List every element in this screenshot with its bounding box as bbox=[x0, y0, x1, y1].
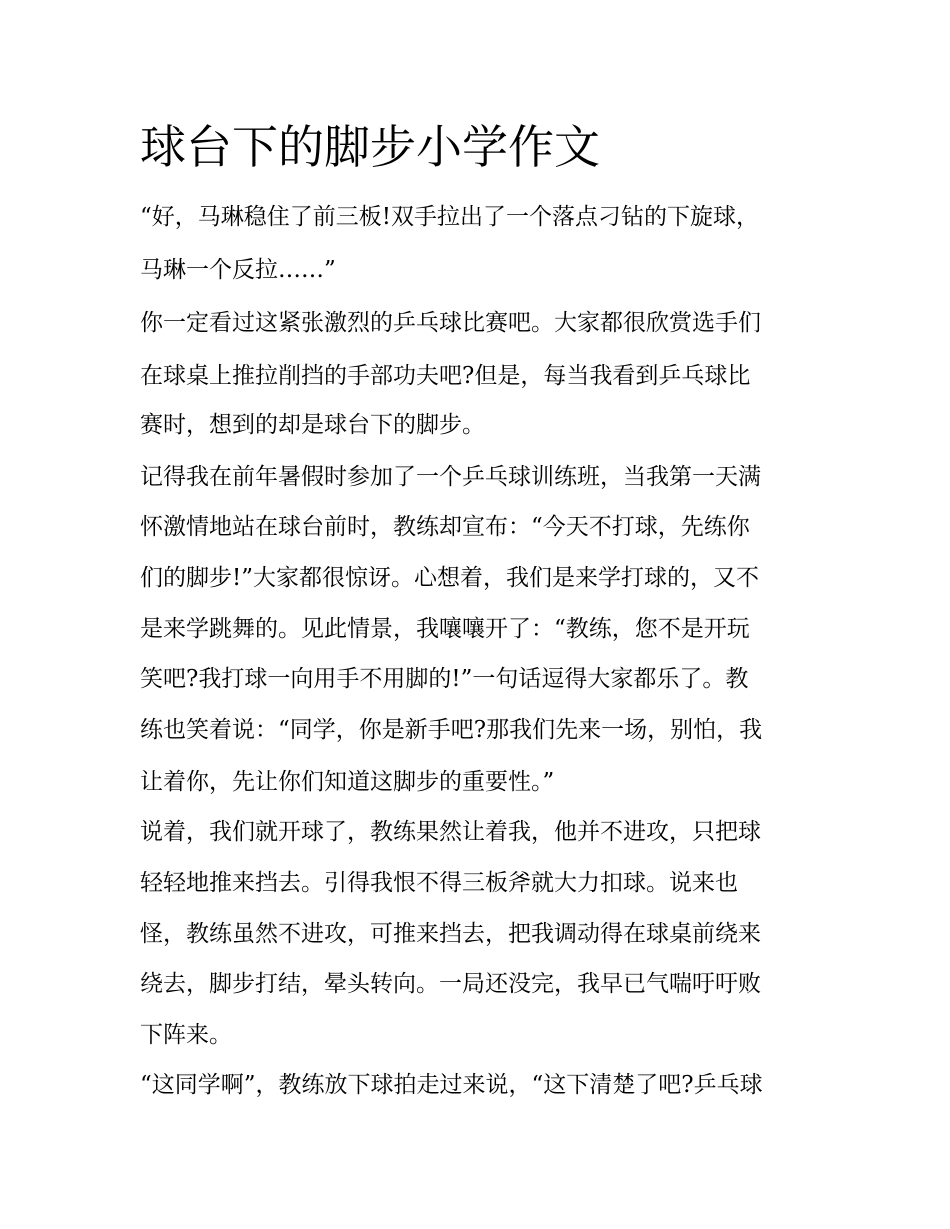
text-line: 赛时，想到的却是球台下的脚步。 bbox=[140, 412, 485, 438]
text-line: 让着你，先让你们知道这脚步的重要性。” bbox=[140, 769, 555, 795]
text-line: 你一定看过这紧张激烈的乒乓球比赛吧。大家都很欣赏选手们 bbox=[140, 310, 761, 336]
text-line: “好，马琳稳住了前三板!双手拉出了一个落点刁钻的下旋球， bbox=[140, 204, 760, 230]
text-line: 轻轻地推来挡去。引得我恨不得三板斧就大力扣球。说来也 bbox=[140, 870, 738, 896]
text-line: 们的脚步!”大家都很惊讶。心想着，我们是来学打球的，又不 bbox=[140, 565, 760, 591]
text-line: 怪，教练虽然不进攻，可推来挡去，把我调动得在球桌前绕来 bbox=[140, 921, 761, 947]
text-line: 马琳一个反拉……” bbox=[140, 257, 336, 283]
document-title: 球台下的脚步小学作文 bbox=[140, 120, 600, 174]
text-line: 是来学跳舞的。见此情景，我嚷嚷开了：“教练，您不是开玩 bbox=[140, 616, 750, 642]
text-line: “这同学啊”，教练放下球拍走过来说，“这下清楚了吧?乒乓球 bbox=[140, 1072, 763, 1098]
text-line: 怀激情地站在球台前时，教练却宣布：“今天不打球，先练你 bbox=[140, 514, 750, 540]
text-line: 在球桌上推拉削挡的手部功夫吧?但是，每当我看到乒乓球比 bbox=[140, 363, 751, 389]
text-line: 记得我在前年暑假时参加了一个乒乓球训练班，当我第一天满 bbox=[140, 464, 761, 490]
text-line: 下阵来。 bbox=[140, 1022, 232, 1048]
text-line: 绕去，脚步打结，晕头转向。一局还没完，我早已气喘吁吁败 bbox=[140, 971, 761, 997]
text-line: 笑吧?我打球一向用手不用脚的!”一句话逗得大家都乐了。教 bbox=[140, 666, 749, 692]
text-line: 说着，我们就开球了，教练果然让着我，他并不进攻，只把球 bbox=[140, 819, 761, 845]
text-line: 练也笑着说：“同学，你是新手吧?那我们先来一场，别怕，我 bbox=[140, 717, 763, 743]
